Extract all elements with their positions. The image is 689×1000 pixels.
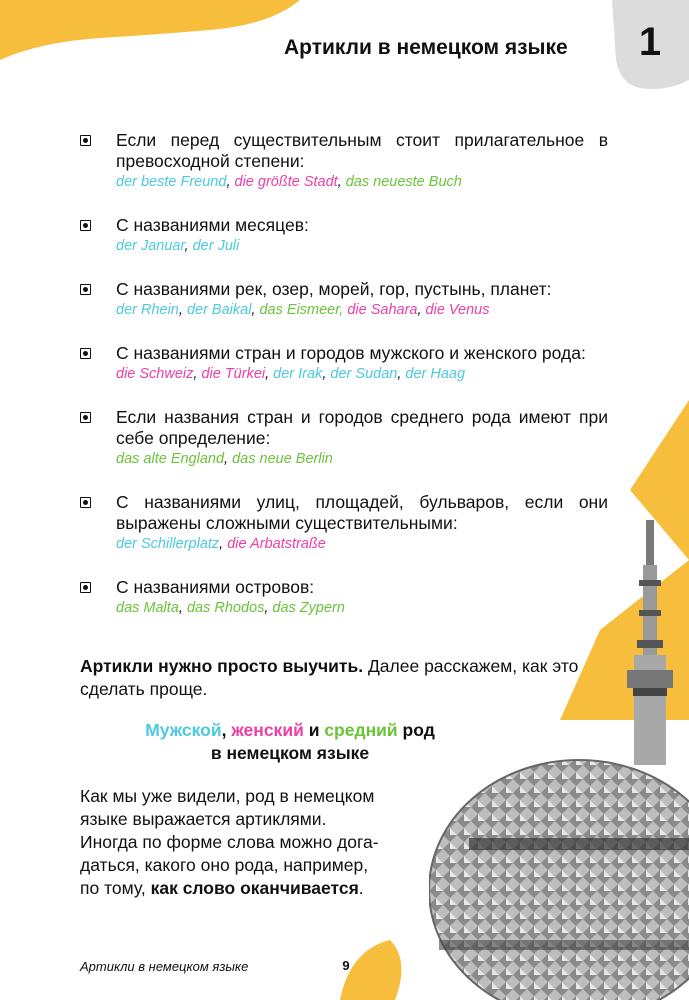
example: der Januar — [116, 238, 185, 254]
list-item — [80, 407, 608, 470]
example: der Baikal — [186, 302, 252, 318]
section-subheading: Мужской, женский и средний род в немецком языке — [145, 720, 435, 763]
example: das Eismeer, — [259, 302, 344, 318]
bullet-icon — [80, 412, 91, 423]
intro-paragraph — [80, 655, 610, 701]
subheading-line2: в немецком языке — [210, 743, 370, 763]
example: die Venus — [425, 302, 490, 318]
examples: der Rhein, der Baikal, das Eismeer, die Sahara, die Venus — [116, 302, 490, 318]
bold-statement: Артикли нужно просто выучить. — [80, 656, 364, 676]
paragraph-text: Далее расскажем, как это сделать проще. — [80, 656, 579, 699]
example: das Rhodos — [186, 600, 265, 616]
list-item — [80, 343, 608, 385]
examples: der Januar, der Juli — [116, 238, 240, 254]
neuter-word: средний — [324, 720, 398, 740]
list-item — [80, 279, 608, 321]
rule-text: С названиями островов: — [116, 577, 315, 597]
rule-text: С названиями стран и городов мужского и женского рода: — [116, 343, 586, 363]
example: der Irak — [273, 366, 323, 382]
example: das neue Berlin — [232, 451, 333, 467]
rule-text: Если названия стран и городов среднего рода имеют при себе определение: — [116, 407, 608, 448]
example: das alte England — [116, 451, 225, 467]
gender-paragraph: Как мы уже видели, род в немецком языке выражается артиклями. Иногда по форме слова можно дога- даться, какого оно рода, например, по тому, как слово оканчивается. — [80, 786, 379, 898]
example: die Arbatstraße — [227, 536, 326, 552]
bullet-icon — [80, 497, 91, 508]
example: das Zypern — [272, 600, 345, 616]
example: die Türkei — [201, 366, 266, 382]
example: die Sahara — [347, 302, 418, 318]
rule-text: С названиями рек, озер, морей, гор, пустынь, планет: — [116, 279, 552, 299]
list-item — [80, 130, 608, 193]
masculine-word: Мужской — [145, 720, 222, 740]
example: der beste Freund — [116, 174, 227, 190]
page-number: 9 — [342, 958, 350, 973]
examples: der Schillerplatz, die Arbatstraße — [116, 536, 326, 552]
chapter-title: Артикли в немецком языке — [284, 36, 568, 59]
examples: der beste Freund, die größte Stadt, das neueste Buch — [116, 174, 462, 190]
bullet-icon — [80, 284, 91, 295]
list-item — [80, 577, 608, 619]
list-item — [80, 492, 608, 555]
example: das neueste Buch — [345, 174, 462, 190]
rules-list — [80, 130, 608, 641]
bullet-icon — [80, 348, 91, 359]
chapter-number: 1 — [638, 20, 662, 64]
bullet-icon — [80, 582, 91, 593]
example: der Juli — [192, 238, 240, 254]
rule-text: С названиями улиц, площадей, бульваров, если они выражены сложными существительными: — [116, 492, 608, 533]
example: der Haag — [405, 366, 466, 382]
footer-title: Артикли в немецком языке — [80, 959, 249, 974]
example: die Schweiz — [116, 366, 194, 382]
rule-text: Если перед существительным стоит прилагательное в превосходной степени: — [116, 130, 608, 171]
feminine-word: женский — [231, 720, 304, 740]
bullet-icon — [80, 220, 91, 231]
examples: das Malta, das Rhodos, das Zypern — [116, 600, 345, 616]
list-item — [80, 215, 608, 257]
example: der Schillerplatz — [116, 536, 220, 552]
rule-text: С названиями месяцев: — [116, 215, 309, 235]
example: die größte Stadt — [234, 174, 338, 190]
example: der Rhein — [116, 302, 179, 318]
example: der Sudan — [330, 366, 398, 382]
examples: die Schweiz, die Türkei, der Irak, der Sudan, der Haag — [116, 366, 466, 382]
examples: das alte England, das neue Berlin — [116, 451, 333, 467]
bold-phrase: как слово оканчивается — [150, 878, 359, 898]
bullet-icon — [80, 135, 91, 146]
example: das Malta — [116, 600, 179, 616]
